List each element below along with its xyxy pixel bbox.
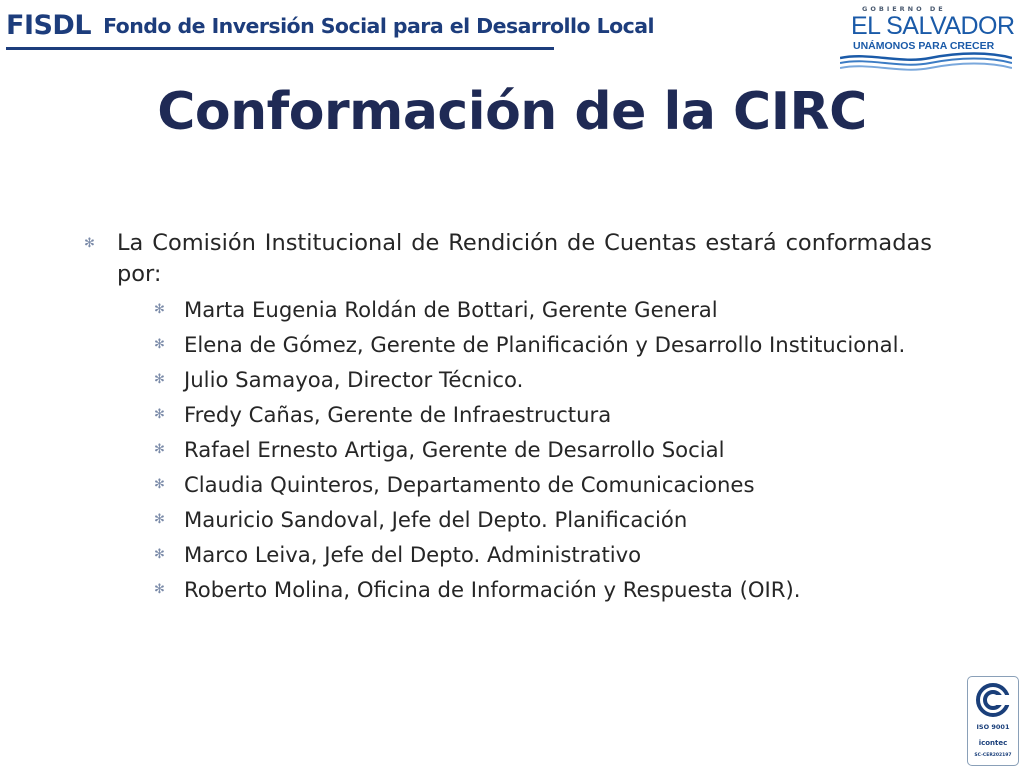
government-motto: UNÁMONOS PARA CRECER [853,40,995,52]
iso-standard-label: ISO 9001 [976,723,1010,731]
member-text: Roberto Molina, Oficina de Información y Respuesta (OIR). [184,577,801,602]
bullet-icon: ✻ [154,582,165,597]
member-text: Marco Leiva, Jefe del Depto. Administrativo [184,542,642,567]
list-item [84,296,932,323]
bullet-icon: ✻ [154,477,165,492]
country-name: EL SALVADOR [851,12,1015,40]
list-item [84,506,932,533]
list-item [84,331,932,358]
member-text: Rafael Ernesto Artiga, Gerente de Desarrollo Social [184,437,725,462]
intro-bullet [84,228,932,290]
list-item [84,471,932,498]
fisdl-logo [6,8,655,54]
member-text: Claudia Quinteros, Departamento de Comunicaciones [184,472,755,497]
fisdl-abbreviation: FISDL [6,10,92,41]
certificate-code: SC-CER202197 [974,753,1012,758]
bullet-icon: ✻ [154,547,165,562]
member-text: Fredy Cañas, Gerente de Infraestructura [184,402,612,427]
waves-icon [840,50,1012,72]
icontec-label: icontec [978,739,1008,747]
list-item [84,436,932,463]
bullet-icon: ✻ [84,236,95,251]
government-label: GOBIERNO DE [862,5,946,13]
government-logo [836,0,1016,74]
slide-body [84,228,932,611]
list-item [84,366,932,393]
bullet-icon: ✻ [154,442,165,457]
intro-text: La Comisión Institucional de Rendición de Cuentas estará conformadas por: [117,230,932,287]
bullet-icon: ✻ [154,337,165,352]
fisdl-underline [6,47,554,50]
slide-title: Conformación de la CIRC [157,82,867,142]
member-text: Marta Eugenia Roldán de Bottari, Gerente General [184,297,718,322]
iso-certification-badge [967,676,1019,766]
member-text: Julio Samayoa, Director Técnico. [184,367,524,392]
list-item [84,541,932,568]
member-text: Mauricio Sandoval, Jefe del Depto. Planificación [184,507,688,532]
list-item [84,401,932,428]
bullet-icon: ✻ [154,407,165,422]
bullet-icon: ✻ [154,302,165,317]
bullet-icon: ✻ [154,372,165,387]
member-text: Elena de Gómez, Gerente de Planificación y Desarrollo Institucional. [184,332,906,357]
list-item [84,576,932,603]
fisdl-full-name: Fondo de Inversión Social para el Desarrollo Local [103,14,655,38]
bullet-icon: ✻ [154,512,165,527]
members-list [84,296,932,603]
certification-seal-icon [975,683,1011,717]
